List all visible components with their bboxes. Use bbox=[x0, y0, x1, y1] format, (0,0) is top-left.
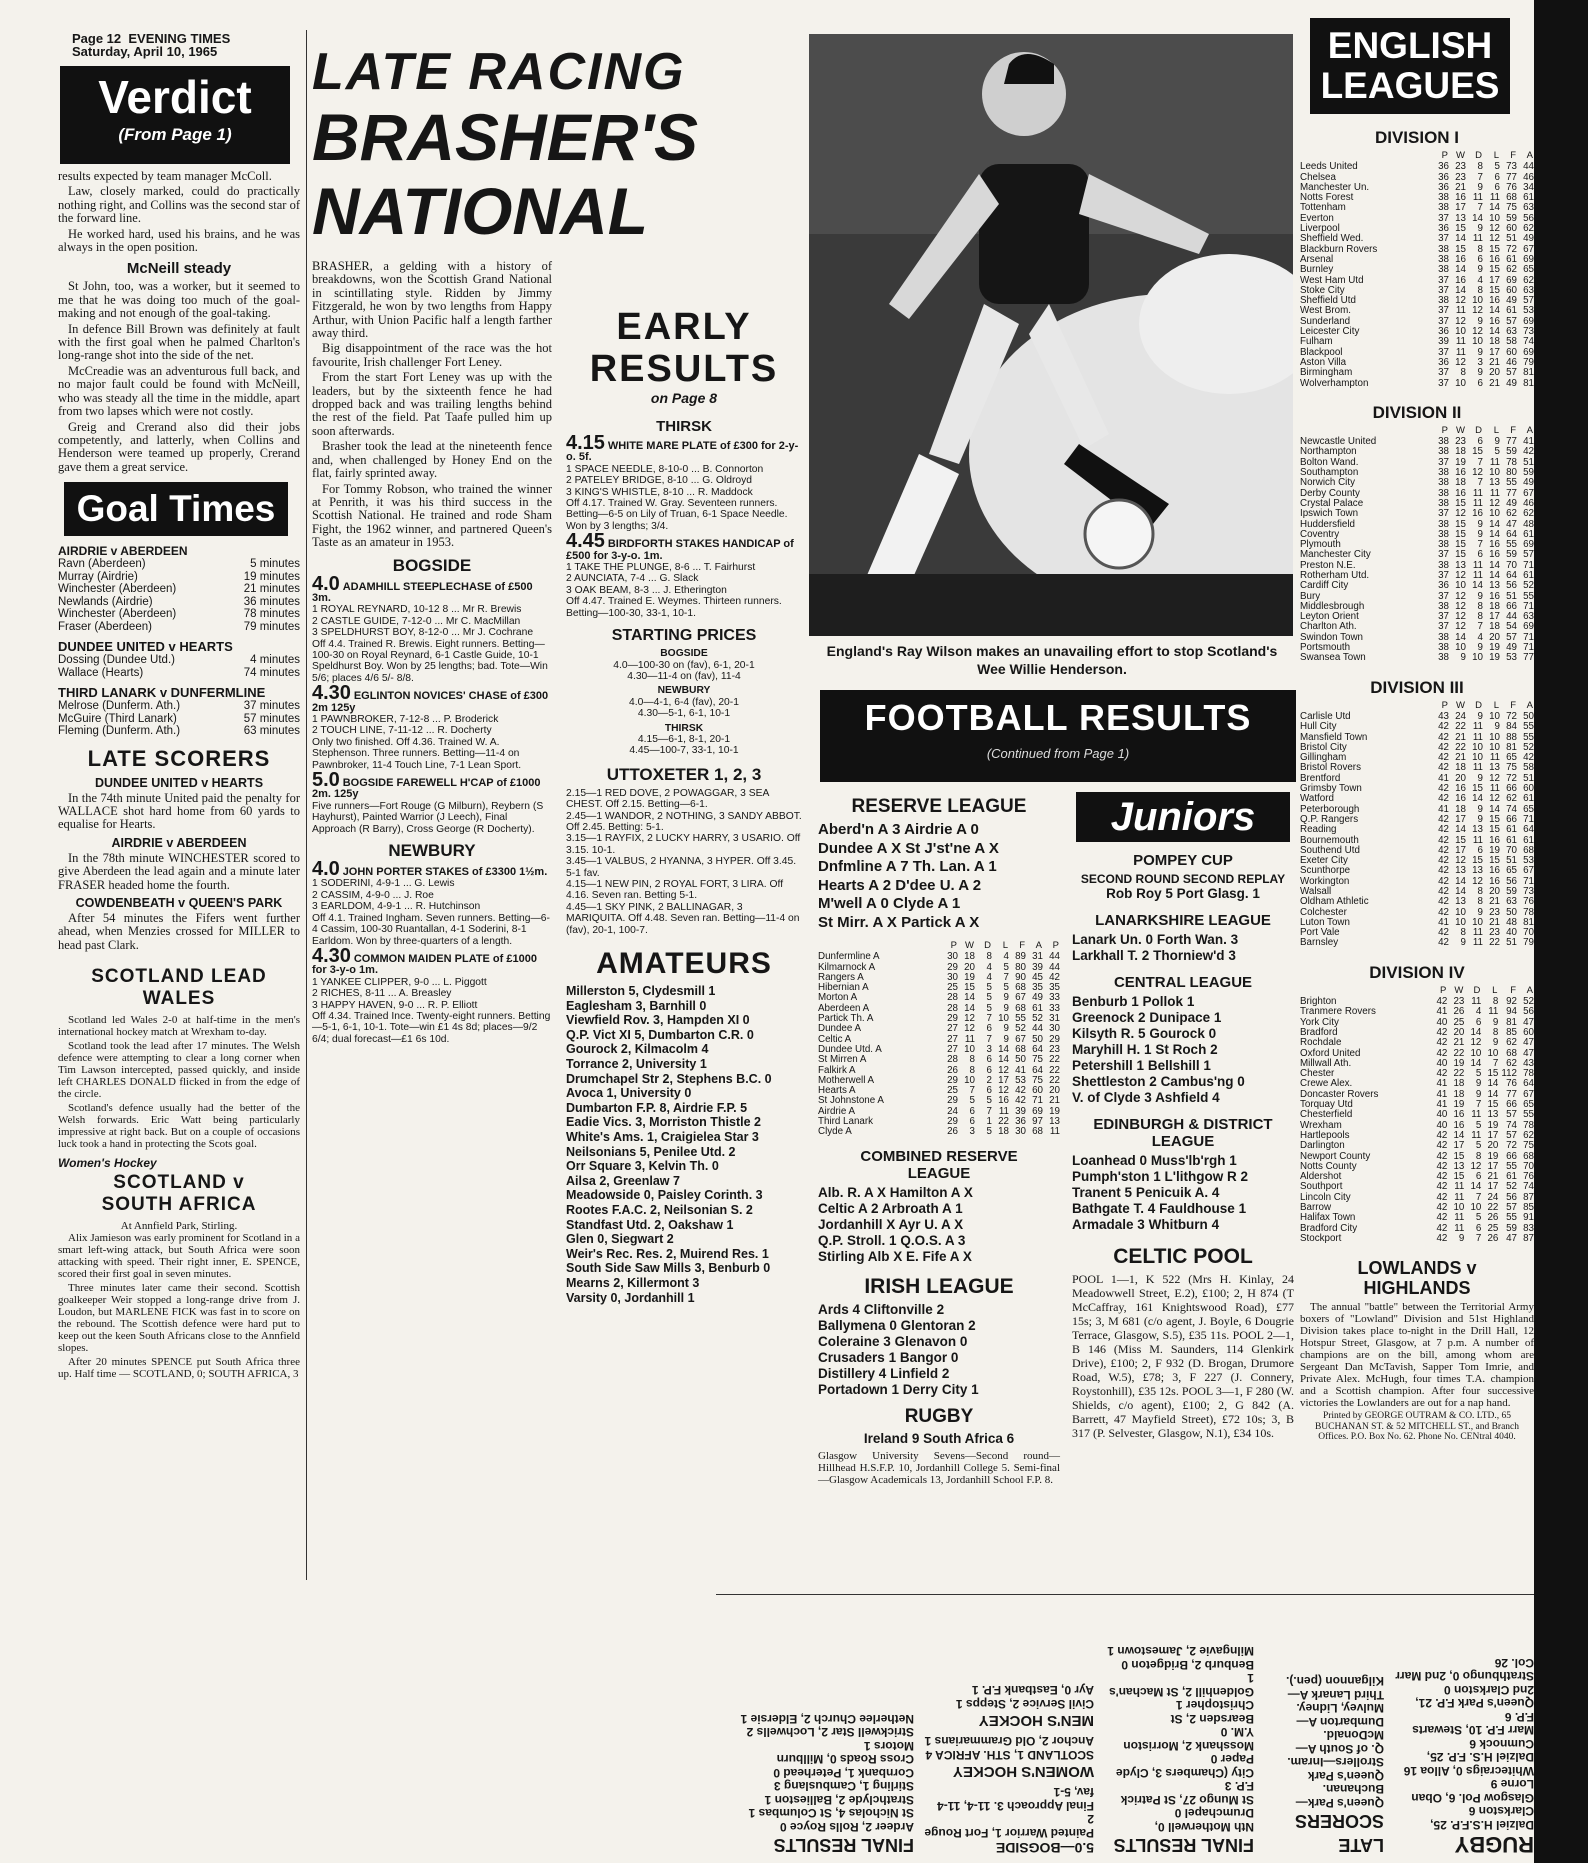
lowlands-title: LOWLANDS v HIGHLANDS bbox=[1357, 1258, 1477, 1299]
table-row: Partick Th. A 29 12 7 10 55 52 31 bbox=[818, 1013, 1060, 1025]
verdict-article bbox=[58, 170, 300, 474]
table-row: St Mirren A 28 8 6 14 50 75 22 bbox=[818, 1054, 1060, 1066]
womens-hockey-dateline: At Annfield Park, Stirling. bbox=[120, 1220, 238, 1233]
scotland-wales-article: Scotland led Wales 2-0 at half-time in the men's international hockey match at Wrexham to-day. Scotland took the lead after 17 minutes. The Welsh defence were attempting to clear a long corner when Tim Lawson intercepted, passed quickly, and inside left CHARLES DONALD flicked in from the edge of the circle. Scotland's defence usually had the better of the Welsh forwards. Eric Watt being particularly impressive at right back. But on a couple of occasions luck took a hand in protecting the Scots goal. bbox=[58, 1014, 300, 1151]
rugby-title: RUGBY bbox=[904, 1405, 974, 1427]
race-entry: 4.30 EGLINTON NOVICES' CHASE of £300 2m 125y 1 PAWNBROKER, 7-12-8 ... P. Broderick 2 TOUCH LINE, 7-11-12 ... R. Docherty Only two finished. Off 4.36. Trained W. A. Stephenson. Three runners. Betting—11-4 on Pawnbroker, 11-4 Touch Line, 7-1 Lean Sport. bbox=[312, 682, 549, 771]
table-row: Hibernian A 25 15 5 5 68 35 35 bbox=[818, 982, 1060, 994]
result-row: St Mirr. A X Partick A X bbox=[818, 913, 980, 931]
celtic-pool-text: POOL 1—1, K 522 (Mrs H. Kinlay, 24 Meadowwell Street, E.2), £100; 2, H 874 (T McCaffray, 161 Knightswood Road), £77 15s; 3, M 681 (c/o agent, J. Boyle, 6 Dougrie Terrace, Glasgow, S.5), £35 11s. POOL 2—1, B 146 (Miss M. Saunders, 114 Glenkirk Drive), £100; 2, F 932 (D. Brogan, Drumore Road, W.5), £78; 3, F 227 (J. Connery, Roystonhill), £35 12s. POOL 3—1, F 280 (W. Shields, c/o agent), £100; 2, G 842 (A. Barrett, 47 Mayfield Street), £72 10s; 3, B 317 (P. Selvester, Glasgow, N.1), £34 10s. bbox=[1072, 1272, 1294, 1440]
verdict-para: Greig and Crerand also did their jobs competently, and latterly, when Collins and Henderson were teamed up properly, Crerand gave them a great service. bbox=[58, 419, 300, 474]
table-row: Swansea Town 38 9 10 19 53 77 bbox=[1300, 652, 1534, 664]
table-row: Swindon Town 38 14 4 20 57 71 bbox=[1300, 631, 1534, 643]
goal-game-title: AIRDRIE v ABERDEEN bbox=[58, 544, 188, 559]
early-results-box: EARLY RESULTS on Page 8 bbox=[589, 306, 779, 406]
reserve-results bbox=[818, 821, 1060, 932]
table-row: Tranmere Rovers 41 26 4 11 94 56 bbox=[1300, 1006, 1534, 1018]
table-row: Scunthorpe 42 13 13 16 65 67 bbox=[1300, 865, 1534, 877]
football-results-banner: FOOTBALL RESULTS (Continued from Page 1) bbox=[820, 690, 1296, 782]
headline-national: NATIONAL bbox=[312, 174, 649, 248]
womens-hockey-article: Alix Jamieson was early prominent for Scotland in a smart left-wing attack, but South Africa were soon attacking with speed. Their right inner, E. SPENCE, scored their first goal in seven minutes. Three minutes later came their second. Scottish goalkeeper Weir stopped a long-range drive from J. Loudon, but MARLENE FICK was fast in to score on the rebound. The Scottish defence were hard put to keep out the keen South Africans close to the Annfield slopes. After 20 minutes SPENCE put South Africa three up. Half time — SCOTLAND, 0; SOUTH AFRICA, 3 bbox=[58, 1232, 300, 1381]
table-row: Rangers A 30 19 4 7 90 45 42 bbox=[818, 971, 1060, 983]
late-racing-kicker: LATE RACING bbox=[312, 43, 686, 101]
stop-press bbox=[716, 1594, 1534, 1857]
goal-game bbox=[58, 639, 300, 679]
race-entry: 4.30 COMMON MAIDEN PLATE of £1000 for 3-y-o 1m. 1 YANKEE CLIPPER, 9-0 ... L. Piggott 2 RICHES, 8-11 ... A. Breasley 3 HAPPY HAVEN, 9-0 ... R. P. Elliott Off 4.34. Trained Ince. Twenty-eight runners. Betting—5-1, 6-1, 10-1. Tote—win £1 4s 8d; places—9/2 6/4; dual forecast—£1 6s 10d. bbox=[312, 944, 551, 1045]
table-row: Southampton 38 16 12 10 80 59 bbox=[1300, 467, 1534, 479]
column-rule bbox=[306, 30, 307, 1580]
womens-hockey-kicker: Women's Hockey bbox=[58, 1156, 157, 1171]
table-row: Fulham 39 11 10 18 58 74 bbox=[1300, 336, 1534, 348]
pompey-title: POMPEY CUP bbox=[1133, 852, 1233, 869]
scotland-wales-title: SCOTLAND LEAD WALES bbox=[91, 966, 267, 1010]
result-row: Bathgate T. 4 Fauldhouse 1 bbox=[1072, 1201, 1247, 1216]
goal-game-title: THIRD LANARK v DUNFERMLINE bbox=[58, 685, 266, 701]
page-right-edge bbox=[1534, 0, 1588, 1863]
late-scorer-text: After 54 minutes the Fifers went further ahead, when Menzies crossed for MILLER to head past Clark. bbox=[58, 911, 300, 952]
result-row: Dnfmline A 7 Th. Lan. A 1 bbox=[818, 858, 997, 875]
table-row: Dundee Utd. A 27 10 3 14 68 64 23 bbox=[818, 1043, 1060, 1055]
table-row: Rotherham Utd. 37 12 11 14 64 61 bbox=[1300, 569, 1534, 581]
table-row: Motherwell A 29 10 2 17 53 75 22 bbox=[818, 1074, 1060, 1086]
reserve-title: RESERVE LEAGUE bbox=[851, 796, 1027, 817]
table-row: Crystal Palace 38 15 11 12 49 46 bbox=[1300, 497, 1534, 509]
table-row: Bristol City 42 22 10 10 81 52 bbox=[1300, 741, 1534, 753]
table-row: Chelsea 36 23 7 6 77 46 bbox=[1300, 171, 1534, 183]
verdict-banner bbox=[60, 66, 290, 164]
table-row: Stockport 42 9 7 26 47 87 bbox=[1300, 1232, 1534, 1244]
result-row: Aberd'n A 3 Airdrie A 0 bbox=[818, 821, 979, 838]
table-row: Huddersfield 38 15 9 14 47 48 bbox=[1300, 518, 1534, 530]
verdict-title: Verdict bbox=[98, 71, 252, 123]
table-row: Notts Forest 38 16 11 11 68 61 bbox=[1300, 192, 1534, 204]
goal-game bbox=[58, 544, 300, 633]
masthead bbox=[72, 32, 300, 58]
goal-row: Winchester (Aberdeen) 21 minutes bbox=[58, 583, 300, 596]
race-entry: 4.0 JOHN PORTER STAKES of £3300 1½m. 1 SODERINI, 4-9-1 ... G. Lewis 2 CASSIM, 4-9-0 ... J. Roe 3 EARLDOM, 4-9-1 ... R. Hutchinson Off 4.1. Trained Ingham. Seven runners. Betting—6-4 Cassim, 100-30 Ruantallan, 4-1 Soderini, 8-1 Earldom. Won by three-quarters of a length. bbox=[312, 858, 550, 947]
stop-late-scorers: LATE SCORERS Queen's Park—Buchanan. Queen's Park Strollers—Inram. Q. of South A—McDonald. Dumbarton A—Mulvey, Lidney. Third Lanark A—Kilgannon (pen.). bbox=[1286, 1674, 1384, 1855]
table-row: St Johnstone A 29 5 5 16 42 71 21 bbox=[818, 1095, 1060, 1107]
table-row: Sheffield Wed. 37 14 11 12 51 49 bbox=[1300, 233, 1534, 245]
table-row: Gillingham 42 21 10 11 65 42 bbox=[1300, 752, 1534, 764]
table-row: Stoke City 37 14 8 15 60 63 bbox=[1300, 284, 1534, 296]
table-row: Q.P. Rangers 42 17 9 15 66 71 bbox=[1300, 813, 1534, 825]
table-row: Arsenal 38 16 6 16 61 69 bbox=[1300, 253, 1534, 265]
racing-article: BRASHER, a gelding with a history of breakdowns, won the Scottish Grand National in scintillating style. Ridden by Jimmy Fitzgerald, he won by two lengths from Happy Arthur, with Union Pacific half a length farther away third. Big disappointment of the race was the hot favourite, Irish challenger Fort Leney. From the start Fort Leney was up with the leaders, but by the sixteenth fence he had dropped back and was trailing lengths behind the rest of the field. Pat Taafe pulled him up soon afterwards. Brasher took the lead at the nineteenth fence and, when challenged by Honey End on the flat, fairly sprinted away. For Tommy Robson, who trained the winner at Penrith, it was his third success in the Scottish National. He trained and rode Sham Fight, the 1962 winner, and partnered Queen's Taste as an amateur in 1953. bbox=[312, 259, 552, 550]
late-scorer-head: COWDENBEATH v QUEEN'S PARK bbox=[75, 896, 283, 911]
goal-game-title: DUNDEE UNITED v HEARTS bbox=[58, 639, 233, 655]
table-row: Millwall Ath. 40 19 14 7 62 43 bbox=[1300, 1057, 1534, 1069]
table-row: Grimsby Town 42 16 15 11 66 60 bbox=[1300, 783, 1534, 795]
divisions bbox=[1300, 128, 1534, 1244]
table-row: Bristol Rovers 42 18 11 13 75 58 bbox=[1300, 762, 1534, 774]
result-row: Ards 4 Cliftonville 2 bbox=[818, 1301, 945, 1317]
table-row: Dundee A 27 12 6 9 52 44 30 bbox=[818, 1023, 1060, 1035]
edinburgh-results bbox=[1072, 1153, 1294, 1233]
newbury-races bbox=[312, 858, 552, 1045]
table-row: Manchester Un. 36 21 9 6 76 34 bbox=[1300, 181, 1534, 193]
result-row: Loanhead 0 Muss'lb'rgh 1 bbox=[1072, 1153, 1237, 1168]
table-row: Norwich City 38 18 7 13 55 49 bbox=[1300, 477, 1534, 489]
reserve-league-table: P W D L F A P Dunfermline A 30 18 8 4 89 31 44 Kilmarnock A 29 20 4 5 80 39 44 Rangers A 30 19 4 7 90 45 42 Hibernian A 25 15 5 5 68 35 35 Morton A 28 14 5 9 67 49 33 Aberdeen A 28 14 5 9 68 61 33 Partick Th. A 29 12 7 10 55 52 31 Dundee A 27 12 6 9 52 44 30 Celtic A 27 11 7 9 67 50 29 Dundee Utd. A 27 10 3 14 68 64 23 St Mirren A 28 8 6 14 50 75 22 Falkirk A 26 8 6 12 41 64 22 Motherwell A 29 10 2 17 53 75 22 Hearts A 25 7 6 12 42 60 20 St Johnstone A 29 5 5 16 42 71 21 Airdrie A 24 6 7 11 39 69 19 Third Lanark 29 6 1 22 36 97 13 Clyde A 26 3 5 18 30 68 11 bbox=[818, 940, 1060, 1138]
bogside-title: BOGSIDE bbox=[392, 555, 472, 575]
table-row: Lincoln City 42 11 7 24 56 87 bbox=[1300, 1191, 1534, 1203]
late-scorer-text: In the 78th minute WINCHESTER scored to give Aberdeen the lead again and a minute later FRASER headed home the fourth. bbox=[58, 850, 300, 892]
table-row: Barrow 42 10 10 22 57 85 bbox=[1300, 1202, 1534, 1214]
result-row: Kilsyth R. 5 Gourock 0 bbox=[1072, 1026, 1217, 1041]
goal-row: Fleming (Dunferm. Ath.) 63 minutes bbox=[58, 725, 300, 738]
race-entry: 4.15 WHITE MARE PLATE of £300 for 2-y-o. 5f. 1 SPACE NEEDLE, 8-10-0 ... B. Connorton 2 PATELEY BRIDGE, 8-10 ... G. Oldroyd 3 KING'S WHISTLE, 8-10 ... R. Maddock Off 4.17. Trained W. Gray. Seventeen runners. Betting—6-5 on Lily of Truan, 6-1 Space Needle. Won by 3 lengths; 3/4. bbox=[566, 432, 799, 532]
table-row: Ipswich Town 37 12 16 10 62 62 bbox=[1300, 508, 1534, 520]
paper-name: EVENING TIMES bbox=[128, 31, 231, 46]
table-row: Airdrie A 24 6 7 11 39 69 19 bbox=[818, 1105, 1060, 1117]
table-row: Peterborough 41 18 9 14 74 65 bbox=[1300, 803, 1534, 815]
verdict-para: In defence Bill Brown was definitely at fault with the first goal when he palmed Charlton's long-range shot into the side of the net. bbox=[58, 321, 300, 363]
table-row: Leicester City 36 10 12 14 63 73 bbox=[1300, 326, 1534, 338]
combined-results bbox=[818, 1185, 1060, 1265]
result-row: Ballymena 0 Glentoran 2 bbox=[818, 1317, 976, 1333]
division-title: DIVISION II bbox=[1372, 402, 1462, 422]
table-row: Hearts A 25 7 6 12 42 60 20 bbox=[818, 1085, 1060, 1097]
goal-row: Melrose (Dunferm. Ath.) 37 minutes bbox=[58, 700, 300, 713]
table-row: Burnley 38 14 9 15 62 65 bbox=[1300, 264, 1534, 276]
result-row: Hearts A 2 D'dee U. A 2 bbox=[818, 876, 982, 894]
division-table: DIVISION I P W D L F A Leeds United 36 23 8 5 73 44 Chelsea 36 23 7 6 77 46 Manchester Un. 36 21 9 6 76 34 Notts Forest 38 16 11 11 68 61 Tottenham 38 17 7 14 75 63 Everton 37 13 14 10 59 56 Liverpool 36 15 9 12 60 62 Sheffield Wed. 37 14 11 12 51 49 Blackburn Rovers 38 15 8 15 72 67 Arsenal 38 16 6 16 61 69 Burnley 38 14 9 15 62 65 West Ham Utd 37 16 4 17 69 62 Stoke City 37 14 8 15 60 63 Sheffield Utd 38 12 10 16 49 57 West Brom. 37 11 12 14 61 53 Sunderland 37 12 9 16 57 69 Leicester City 36 10 12 14 63 73 Fulham 39 11 10 18 58 74 Blackpool 37 11 9 17 60 69 Aston Villa 36 12 3 21 46 79 Birmingham 37 8 9 20 57 81 Wolverhampton 37 10 6 21 49 81 bbox=[1300, 128, 1534, 389]
table-row: Celtic A 27 11 7 9 67 50 29 bbox=[818, 1033, 1060, 1045]
goal-row: Newlands (Airdrie) 36 minutes bbox=[58, 595, 300, 608]
result-row: Petershill 1 Bellshill 1 bbox=[1072, 1058, 1211, 1073]
goal-row: Fraser (Aberdeen) 79 minutes bbox=[58, 620, 300, 633]
division-title: DIVISION I bbox=[1374, 128, 1460, 147]
page-number: Page 12 bbox=[72, 31, 122, 46]
central-title: CENTRAL LEAGUE bbox=[1113, 974, 1253, 991]
late-scorer-head: AIRDRIE v ABERDEEN bbox=[111, 835, 247, 850]
table-row: Sunderland 37 12 9 16 57 69 bbox=[1300, 315, 1534, 327]
result-row: Crusaders 1 Bangor 0 bbox=[818, 1349, 959, 1365]
result-row: Larkhall T. 2 Thorniew'd 3 bbox=[1072, 948, 1236, 963]
table-row: Reading 42 14 13 15 61 64 bbox=[1300, 824, 1534, 836]
table-row: Notts County 42 13 12 17 55 70 bbox=[1300, 1160, 1534, 1172]
lanarkshire-title: LANARKSHIRE LEAGUE bbox=[1095, 912, 1271, 929]
goal-row: Ravn (Aberdeen) 5 minutes bbox=[58, 558, 300, 571]
table-row: Derby County 38 16 11 11 77 67 bbox=[1300, 487, 1534, 499]
thirsk-title: THIRSK bbox=[656, 418, 712, 435]
goal-times-banner: Goal Times bbox=[64, 482, 288, 536]
result-row: Rob Roy 5 Port Glasg. 1 bbox=[1106, 886, 1260, 901]
race-entry: 5.0 BOGSIDE FAREWELL H'CAP of £1000 2m. 125y Five runners—Fort Rouge (G Milburn), Reybern (S Hayhurst), Painted Warrior (J Leech), Final Approach (R Barry), Cross George (R Docherty). bbox=[312, 769, 544, 835]
newbury-title: NEWBURY bbox=[388, 841, 476, 861]
verdict-para: Law, closely marked, could do practically nothing right, and Collins was the second star of the forward line. bbox=[58, 184, 300, 226]
pompey-sub: SECOND ROUND SECOND REPLAY bbox=[1080, 872, 1286, 886]
bogside-races bbox=[312, 572, 552, 836]
table-row: Barnsley 42 9 11 22 51 79 bbox=[1300, 937, 1534, 949]
goal-game bbox=[58, 685, 300, 738]
column-thirsk bbox=[566, 300, 802, 1305]
table-row: Mansfield Town 42 21 11 10 88 55 bbox=[1300, 731, 1534, 743]
late-scorer-text: In the 74th minute United paid the penalty for WALLACE shot hard home from 60 yards to equalise for Hearts. bbox=[58, 790, 300, 832]
table-row: Middlesbrough 38 12 8 18 66 71 bbox=[1300, 600, 1534, 612]
table-row: Aston Villa 36 12 3 21 46 79 bbox=[1300, 356, 1534, 368]
result-row: Shettleston 2 Cambus'ng 0 bbox=[1072, 1074, 1245, 1089]
table-row: Chesterfield 40 16 11 13 57 55 bbox=[1300, 1109, 1534, 1121]
result-row: Stirling Alb X E. Fife A X bbox=[818, 1248, 972, 1264]
table-row: Hull City 42 22 11 9 84 55 bbox=[1300, 721, 1534, 733]
table-row: Liverpool 36 15 9 12 60 62 bbox=[1300, 223, 1534, 235]
stop-press-upside-down bbox=[716, 1595, 1534, 1857]
table-row: Bury 37 12 9 16 51 55 bbox=[1300, 590, 1534, 602]
result-row: Celtic A 2 Arbroath A 1 bbox=[818, 1200, 963, 1216]
table-row: Halifax Town 42 11 5 26 55 91 bbox=[1300, 1212, 1534, 1224]
column-juniors bbox=[1072, 792, 1294, 1442]
goal-row: Murray (Airdrie) 19 minutes bbox=[58, 570, 300, 583]
stop-final-results-2: FINAL RESULTS Ardeer 2, Rolls Royce 0 St Nicholas 4, St Columbas 1 Strathclyde 2, Ballieston 1 Stirling 1, Cambuslang 3 Cornbank 1, Peterhead 0 Cross Roads 0, Millburn Motors 1 Strickwell Star 2, Lochwells 2 Netherlee Church 2, Eldersie 1 bbox=[740, 1712, 914, 1855]
amateurs-results: Millerston 5, Clydesmill 1 Eaglesham 3, Barnhill 0 Viewfield Rov. 3, Hampden XI 0 Q.P. Vict XI 5, Dumbarton C.R. 0 Gourock 2, Kilmacolm 4 Torrance 2, University 1 Drumchapel Str 2, Stephens B.C. 0 Avoca 1, University 0 Dumbarton F.P. 8, Airdrie F.P. 5 Eadie Vics. 3, Morriston Thistle 2 White's Ams. 1, Craigielea Star 3 Neilsonians 5, Penilee Utd. 2 Orr Square 3, Kelvin Th. 0 Ailsa 2, Greenlaw 7 Meadowside 0, Paisley Corinth. 3 Rootes F.A.C. 2, Neilsonian S. 2 Standfast Utd. 2, Oakshaw 1 Glen 0, Siegwart 2 Weir's Rec. Res. 2, Muirend Res. 1 South Side Saw Mills 3, Benburb 0 Mearns 2, Killermont 3 Varsity 0, Jordanhill 1 bbox=[566, 984, 772, 1305]
goal-times bbox=[58, 544, 300, 738]
table-row: Tottenham 38 17 7 14 75 63 bbox=[1300, 202, 1534, 214]
verdict-para: results expected by team manager McColl. bbox=[58, 169, 272, 183]
column-reserve bbox=[818, 790, 1060, 1488]
race-entry: 4.45 BIRDFORTH STAKES HANDICAP of £500 for 3-y-o. 1m. 1 TAKE THE PLUNGE, 8-6 ... T. Fairhurst 2 AUNCIATA, 7-4 ... G. Slack 3 OAK BEAM, 8-3 ... J. Etherington Off 4.47. Trained E. Weymes. Thirteen runners. Betting—100-30, 33-1, 10-1. bbox=[566, 530, 794, 619]
table-row: Workington 42 14 12 16 56 71 bbox=[1300, 875, 1534, 887]
table-row: Darlington 42 17 5 20 72 75 bbox=[1300, 1140, 1534, 1152]
result-row: Coleraine 3 Glenavon 0 bbox=[818, 1333, 968, 1349]
starting-prices-title: STARTING PRICES bbox=[611, 627, 757, 645]
verdict-para: St John, too, was a worker, but it seemed to me that he was doing too much of the goal-making and not enough of the goal-taking. bbox=[58, 279, 300, 321]
table-row: Charlton Ath. 37 12 7 18 54 69 bbox=[1300, 621, 1534, 633]
table-row: Southport 42 11 14 17 52 74 bbox=[1300, 1181, 1534, 1193]
table-row: Walsall 42 14 8 20 59 73 bbox=[1300, 886, 1534, 897]
rugby-result: Ireland 9 South Africa 6 bbox=[863, 1430, 1015, 1446]
division-title: DIVISION III bbox=[1370, 677, 1464, 697]
central-results bbox=[1072, 994, 1294, 1106]
table-row: Preston N.E. 38 13 11 14 70 71 bbox=[1300, 559, 1534, 571]
table-row: Luton Town 41 10 10 21 48 81 bbox=[1300, 916, 1534, 928]
uttoxeter-title: UTTOXETER 1, 2, 3 bbox=[606, 764, 762, 784]
amateurs-title: AMATEURS bbox=[596, 947, 772, 981]
result-row: Maryhill H. 1 St Roch 2 bbox=[1072, 1042, 1218, 1057]
table-row: Aldershot 42 15 6 21 61 76 bbox=[1300, 1171, 1534, 1183]
table-row: West Brom. 37 11 12 14 61 53 bbox=[1300, 305, 1534, 317]
football-photo bbox=[809, 34, 1293, 636]
table-row: Third Lanark 29 6 1 22 36 97 13 bbox=[818, 1116, 1060, 1128]
table-row: Bournemouth 42 15 11 16 61 61 bbox=[1300, 834, 1534, 846]
table-row: Hartlepools 42 14 11 17 57 62 bbox=[1300, 1129, 1534, 1141]
result-row: Greenock 2 Dunipace 1 bbox=[1072, 1010, 1222, 1025]
printer-imprint: Printed by GEORGE OUTRAM & CO. LTD., 65 BUCHANAN ST. & 52 MITCHELL ST., and Branch Offices. P.O. Box No. 62. Phone No. CENtral 4040. bbox=[1314, 1411, 1520, 1443]
table-row: Doncaster Rovers 41 18 9 14 77 67 bbox=[1300, 1088, 1534, 1100]
celtic-pool-title: CELTIC POOL bbox=[1113, 1245, 1253, 1268]
result-row: Benburb 1 Pollok 1 bbox=[1072, 994, 1195, 1009]
table-row: Crewe Alex. 41 18 9 14 76 64 bbox=[1300, 1078, 1534, 1090]
table-row: Coventry 38 15 9 14 64 61 bbox=[1300, 528, 1534, 540]
table-row: Everton 37 13 14 10 59 56 bbox=[1300, 212, 1534, 224]
division-table: DIVISION II P W D L F A Newcastle United 38 23 6 9 77 41 Northampton 38 18 15 5 59 42 Bolton Wand. 37 19 7 11 78 51 Southampton 38 16 12 10 80 59 Norwich City 38 18 7 13 55 49 Derby County 38 16 11 11 77 67 Crystal Palace 38 15 11 12 49 46 Ipswich Town 37 12 16 10 62 62 Huddersfield 38 15 9 14 47 48 Coventry 38 15 9 14 64 61 Plymouth 38 15 7 16 55 69 Manchester City 37 15 6 16 59 57 Preston N.E. 38 13 11 14 70 71 Rotherham Utd. 37 12 11 14 64 61 Cardiff City 36 10 14 13 56 52 Bury 37 12 9 16 51 55 Middlesbrough 38 12 8 18 66 71 Leyton Orient 37 12 8 17 44 63 Charlton Ath. 37 12 7 18 54 69 Swindon Town 38 14 4 20 57 71 Portsmouth 38 10 9 19 49 71 Swansea Town 38 9 10 19 53 77 bbox=[1300, 402, 1534, 664]
table-row: Dunfermline A 30 18 8 4 89 31 44 bbox=[818, 951, 1060, 963]
photo-image bbox=[809, 34, 1293, 636]
table-row: Morton A 28 14 5 9 67 49 33 bbox=[818, 992, 1060, 1004]
result-row: Q.P. Stroll. 1 Q.O.S. A 3 bbox=[818, 1232, 966, 1248]
table-row: York City 40 25 6 9 81 47 bbox=[1300, 1016, 1534, 1028]
table-row: Manchester City 37 15 6 16 59 57 bbox=[1300, 549, 1534, 561]
table-row: West Ham Utd 37 16 4 17 69 62 bbox=[1300, 274, 1534, 286]
table-row: Newcastle United 38 23 6 9 77 41 bbox=[1300, 436, 1534, 448]
table-row: Northampton 38 18 15 5 59 42 bbox=[1300, 446, 1534, 458]
table-row: Clyde A 26 3 5 18 30 68 11 bbox=[818, 1126, 1060, 1138]
result-row: M'well A 0 Clyde A 1 bbox=[818, 895, 961, 912]
table-row: Brighton 42 23 11 8 92 52 bbox=[1300, 996, 1534, 1008]
uttoxeter-results: 2.15—1 RED DOVE, 2 POWAGGAR, 3 SEA CHEST. Off 2.15. Betting—6-1. 2.45—1 WANDOR, 2 NOTHING, 3 SANDY ABBOT. Off 2.45. Betting: 5-1. 3.15—1 RAYFIX, 2 LUCKY HARRY, 3 USARIO. Off 3.15. 10-1. 3.45—1 VALBUS, 2 HYANNA, 3 HYPER. Off 3.45. 5-1 fav. 4.15—1 NEW PIN, 2 ROYAL FORT, 3 LIRA. Off 4.16. Seven ran. Betting 5-1. 4.45—1 SKY PINK, 2 BALLINAGAR, 3 MARIQUITA. Off 4.48. Seven ran. Betting—11-4 on (fav), 20-1, 100-7. bbox=[566, 787, 802, 936]
english-leagues-banner: ENGLISH LEAGUES bbox=[1310, 18, 1510, 114]
table-row: Blackpool 37 11 9 17 60 69 bbox=[1300, 346, 1534, 358]
result-row: Alb. R. A X Hamilton A X bbox=[818, 1184, 973, 1200]
edinburgh-title: EDINBURGH & DISTRICT LEAGUE bbox=[1093, 1116, 1273, 1150]
table-row: Bradford 42 20 14 8 85 60 bbox=[1300, 1026, 1534, 1038]
verdict-para: He worked hard, used his brains, and he was always in the open position. bbox=[58, 226, 300, 255]
rugby-text: Glasgow University Sevens—Second round—Hillhead H.S.F.P. 10, Jordanhill College 5. Semi-final—Glasgow Academicals 13, Jordanhill School F.P. 8. bbox=[818, 1449, 1060, 1486]
goal-row: Dossing (Dundee Utd.) 4 minutes bbox=[58, 654, 300, 667]
thirsk-races bbox=[566, 432, 802, 619]
headline-brasher: BRASHER'S bbox=[312, 100, 699, 174]
table-row: Blackburn Rovers 38 15 8 15 72 67 bbox=[1300, 243, 1534, 255]
verdict-subhead: McNeill steady bbox=[126, 260, 232, 278]
irish-title: IRISH LEAGUE bbox=[864, 1274, 1014, 1298]
table-row: Plymouth 38 15 7 16 55 69 bbox=[1300, 539, 1534, 551]
stop-rugby: RUGBY Dalziel H.S.F.P. 25, Clarkston 6 Glasgow Pol. 6, Oban Lorne 9 Whitecraigs 0, Alloa 16 Dalziel H.S. F.P. 25, Cumnock 6 Marr F.P. 10, Stewarts F.P. 6 Queen's Park F.P. 21, 2nd Clarkston 0 Strathbungo 0, 2nd Marr Col. 26 bbox=[1395, 1656, 1534, 1857]
goal-row: Wallace (Hearts) 74 minutes bbox=[58, 666, 300, 679]
column-1 bbox=[58, 0, 300, 1382]
table-row: Rochdale 42 21 12 9 62 47 bbox=[1300, 1037, 1534, 1049]
table-row: Colchester 42 10 9 23 50 78 bbox=[1300, 906, 1534, 918]
column-english bbox=[1300, 18, 1534, 1445]
table-row: Sheffield Utd 38 12 10 16 49 57 bbox=[1300, 295, 1534, 307]
table-row: Chester 42 22 5 15 112 78 bbox=[1300, 1068, 1534, 1080]
table-row: Bolton Wand. 37 19 7 11 78 51 bbox=[1300, 456, 1534, 468]
result-row: Portadown 1 Derry City 1 bbox=[818, 1381, 979, 1397]
table-row: Port Vale 42 8 11 23 40 70 bbox=[1300, 927, 1534, 939]
division-title: DIVISION IV bbox=[1369, 962, 1465, 982]
issue-date: Saturday, April 10, 1965 bbox=[72, 44, 218, 59]
result-row: Dundee A X St J'st'ne A X bbox=[818, 839, 999, 857]
division-table: DIVISION III P W D L F A Carlisle Utd 43 24 9 10 72 50 Hull City 42 22 11 9 84 55 Mansfield Town 42 21 11 10 88 55 Bristol City 42 22 10 10 81 52 Gillingham 42 21 10 11 65 42 Bristol Rovers 42 18 11 13 75 58 Brentford 41 20 9 12 72 51 Grimsby Town 42 16 15 11 66 60 Watford 42 16 14 12 62 61 Peterborough 41 18 9 14 74 65 Q.P. Rangers 42 17 9 15 66 71 Reading 42 14 13 15 61 64 Bournemouth 42 15 11 16 61 61 Southend Utd 42 17 6 19 70 68 Exeter City 42 12 15 15 51 53 Scunthorpe 42 13 13 16 65 67 Workington 42 14 12 16 56 71 Walsall 42 14 8 20 59 73 Oldham Athletic 42 13 8 21 63 76 Colchester 42 10 9 23 50 78 Luton Town 41 10 10 21 48 81 Port Vale 42 8 11 23 40 70 Barnsley 42 9 11 22 51 79 bbox=[1300, 677, 1534, 949]
goal-row: McGuire (Third Lanark) 57 minutes bbox=[58, 712, 300, 725]
table-row: Watford 42 16 14 12 62 61 bbox=[1300, 793, 1534, 805]
stop-hockey: 5.0—BOGSIDE Painted Warrior 1, Fort Rouge 2 Final Approach 3. 11-4, 11-4 fav, 5-1 WOMEN'S HOCKEY SCOTLAND 1, STH. AFRICA 4 Anchor 2, Old Grammarians 1 MEN'S HOCKEY Civil Service 2, Stepps 1 Ayr 0, Eastbank F.P. 1 bbox=[924, 1683, 1094, 1856]
late-scorer-head: DUNDEE UNITED v HEARTS bbox=[94, 775, 264, 790]
table-row: Newport County 42 15 8 19 66 68 bbox=[1300, 1150, 1534, 1162]
table-row: Birmingham 37 8 9 20 57 81 bbox=[1300, 367, 1534, 379]
starting-prices: BOGSIDE 4.0—100-30 on (fav), 6-1, 20-1 4.30—11-4 on (fav), 11-4 NEWBURY 4.0—4-1, 6-4 (fav), 20-1 4.30—5-1, 6-1, 10-1 THIRSK 4.15—6-1, 8-1, 20-1 4.45—100-7, 33-1, 10-1 bbox=[613, 648, 755, 757]
table-row: Carlisle Utd 43 24 9 10 72 50 bbox=[1300, 710, 1534, 722]
result-row: Armadale 3 Whitburn 4 bbox=[1072, 1217, 1220, 1232]
result-row: Tranent 5 Penicuik A. 4 bbox=[1072, 1185, 1220, 1200]
table-row: Kilmarnock A 29 20 4 5 80 39 44 bbox=[818, 961, 1060, 973]
table-row: Wrexham 40 16 5 19 74 78 bbox=[1300, 1119, 1534, 1131]
table-row: Leyton Orient 37 12 8 17 44 63 bbox=[1300, 611, 1534, 623]
stop-final-results: FINAL RESULTS Nth Motherwell 0, Drumchapel 0 St Mungo 27, St Patrick F.P. 3 City (Chambers 3, Clyde Paper 0 Mosshank 2, Morriston Y.M. 0 Bearsden 2, St Christopher 1 Goldenhill 2, St Machan's 1 Benburb 2, Bridgeton 0 Milngavie 2, Jamestown 1 bbox=[1107, 1644, 1254, 1855]
result-row: Distillery 4 Linfield 2 bbox=[818, 1365, 950, 1381]
table-row: Exeter City 42 12 15 15 51 53 bbox=[1300, 855, 1534, 867]
result-row: Pumph'ston 1 L'lithgow R 2 bbox=[1072, 1169, 1248, 1184]
result-row: Lanark Un. 0 Forth Wan. 3 bbox=[1072, 932, 1239, 947]
table-row: Wolverhampton 37 10 6 21 49 81 bbox=[1300, 377, 1534, 389]
division-table: DIVISION IV P W D L F A Brighton 42 23 11 8 92 52 Tranmere Rovers 41 26 4 11 94 56 York City 40 25 6 9 81 47 Bradford 42 20 14 8 85 60 Rochdale 42 21 12 9 62 47 Oxford United 42 22 10 10 68 47 Millwall Ath. 40 19 14 7 62 43 Chester 42 22 5 15 112 78 Crewe Alex. 41 18 9 14 76 64 Doncaster Rovers 41 18 9 14 77 67 Torquay Utd 41 19 7 15 66 65 Chesterfield 40 16 11 13 57 55 Wrexham 40 16 5 19 74 78 Hartlepools 42 14 11 17 57 62 Darlington 42 17 5 20 72 75 Newport County 42 15 8 19 66 68 Notts County 42 13 12 17 55 70 Aldershot 42 15 6 21 61 76 Southport 42 11 14 17 52 74 Lincoln City 42 11 7 24 56 87 Barrow 42 10 10 22 57 85 Halifax Town 42 11 5 26 55 91 Bradford City 42 11 6 25 59 83 Stockport 42 9 7 26 47 87 bbox=[1300, 962, 1534, 1244]
table-row: Southend Utd 42 17 6 19 70 68 bbox=[1300, 844, 1534, 856]
table-row: Falkirk A 26 8 6 12 41 64 22 bbox=[818, 1064, 1060, 1076]
late-scorers-title: LATE SCORERS bbox=[87, 745, 271, 771]
table-row: Leeds United 36 23 8 5 73 44 bbox=[1300, 161, 1534, 173]
result-row: Jordanhill X Ayr U. A X bbox=[818, 1216, 964, 1232]
table-row: Portsmouth 38 10 9 19 49 71 bbox=[1300, 642, 1534, 654]
table-row: Aberdeen A 28 14 5 9 68 61 33 bbox=[818, 1002, 1060, 1014]
table-row: Torquay Utd 41 19 7 15 66 65 bbox=[1300, 1099, 1534, 1111]
womens-hockey-title: SCOTLAND v SOUTH AFRICA bbox=[101, 1172, 257, 1216]
late-scorers bbox=[58, 776, 300, 953]
juniors-banner: Juniors bbox=[1076, 792, 1290, 842]
lowlands-text: The annual "battle" between the Territorial Army boxers of "Lowland" Division and 51st Highland Division takes place to-night in the Drill Hall, 12 Hotspur Street, Glasgow, at 7 p.m. A number of champions are on the bill, among whom are Sergeant Dan McTavish, Sapper Tom Imrie, and Private Alex. McHugh, four times T.A. champion and a Scottish champion. After four successive victories the Lowlanders are out for a nap hand. bbox=[1300, 1301, 1534, 1410]
table-row: Bradford City 42 11 6 25 59 83 bbox=[1300, 1222, 1534, 1234]
photo-caption: England's Ray Wilson makes an unavailing effort to stop Scotland's Wee Willie Henderson. bbox=[826, 643, 1278, 677]
result-row: V. of Clyde 3 Ashfield 4 bbox=[1072, 1090, 1220, 1105]
verdict-from: (From Page 1) bbox=[118, 125, 232, 144]
table-row: Oxford United 42 22 10 10 68 47 bbox=[1300, 1047, 1534, 1059]
table-row: Cardiff City 36 10 14 13 56 52 bbox=[1300, 580, 1534, 592]
table-row: Oldham Athletic 42 13 8 21 63 76 bbox=[1300, 896, 1534, 908]
table-row: Brentford 41 20 9 12 72 51 bbox=[1300, 772, 1534, 784]
race-entry: 4.0 ADAMHILL STEEPLECHASE of £500 3m. 1 ROYAL REYNARD, 10-12 8 ... Mr R. Brewis 2 CASTLE GUIDE, 7-12-0 ... Mr C. MacMillan 3 SPELDHURST BOY, 8-12-0 ... Mr J. Cochrane Off 4.4. Trained R. Brewis. Eight runners. Betting—100-30 on Royal Reynard, 6-1 Castle Guide, 10-1 Speldhurst Boy. Won by 25 lengths; bad. Tote—Win 5/6; places 4/6 5/- 8/8. bbox=[312, 572, 548, 684]
goal-row: Winchester (Aberdeen) 78 minutes bbox=[58, 608, 300, 621]
combined-title: COMBINED RESERVE LEAGUE bbox=[860, 1147, 1018, 1182]
irish-results bbox=[818, 1302, 1060, 1398]
verdict-para: McCreadie was an adventurous full back, and no major fault could be found with McNeill, who was steady all the time in the middle, apart from two lapses which were not costly. bbox=[58, 363, 300, 419]
